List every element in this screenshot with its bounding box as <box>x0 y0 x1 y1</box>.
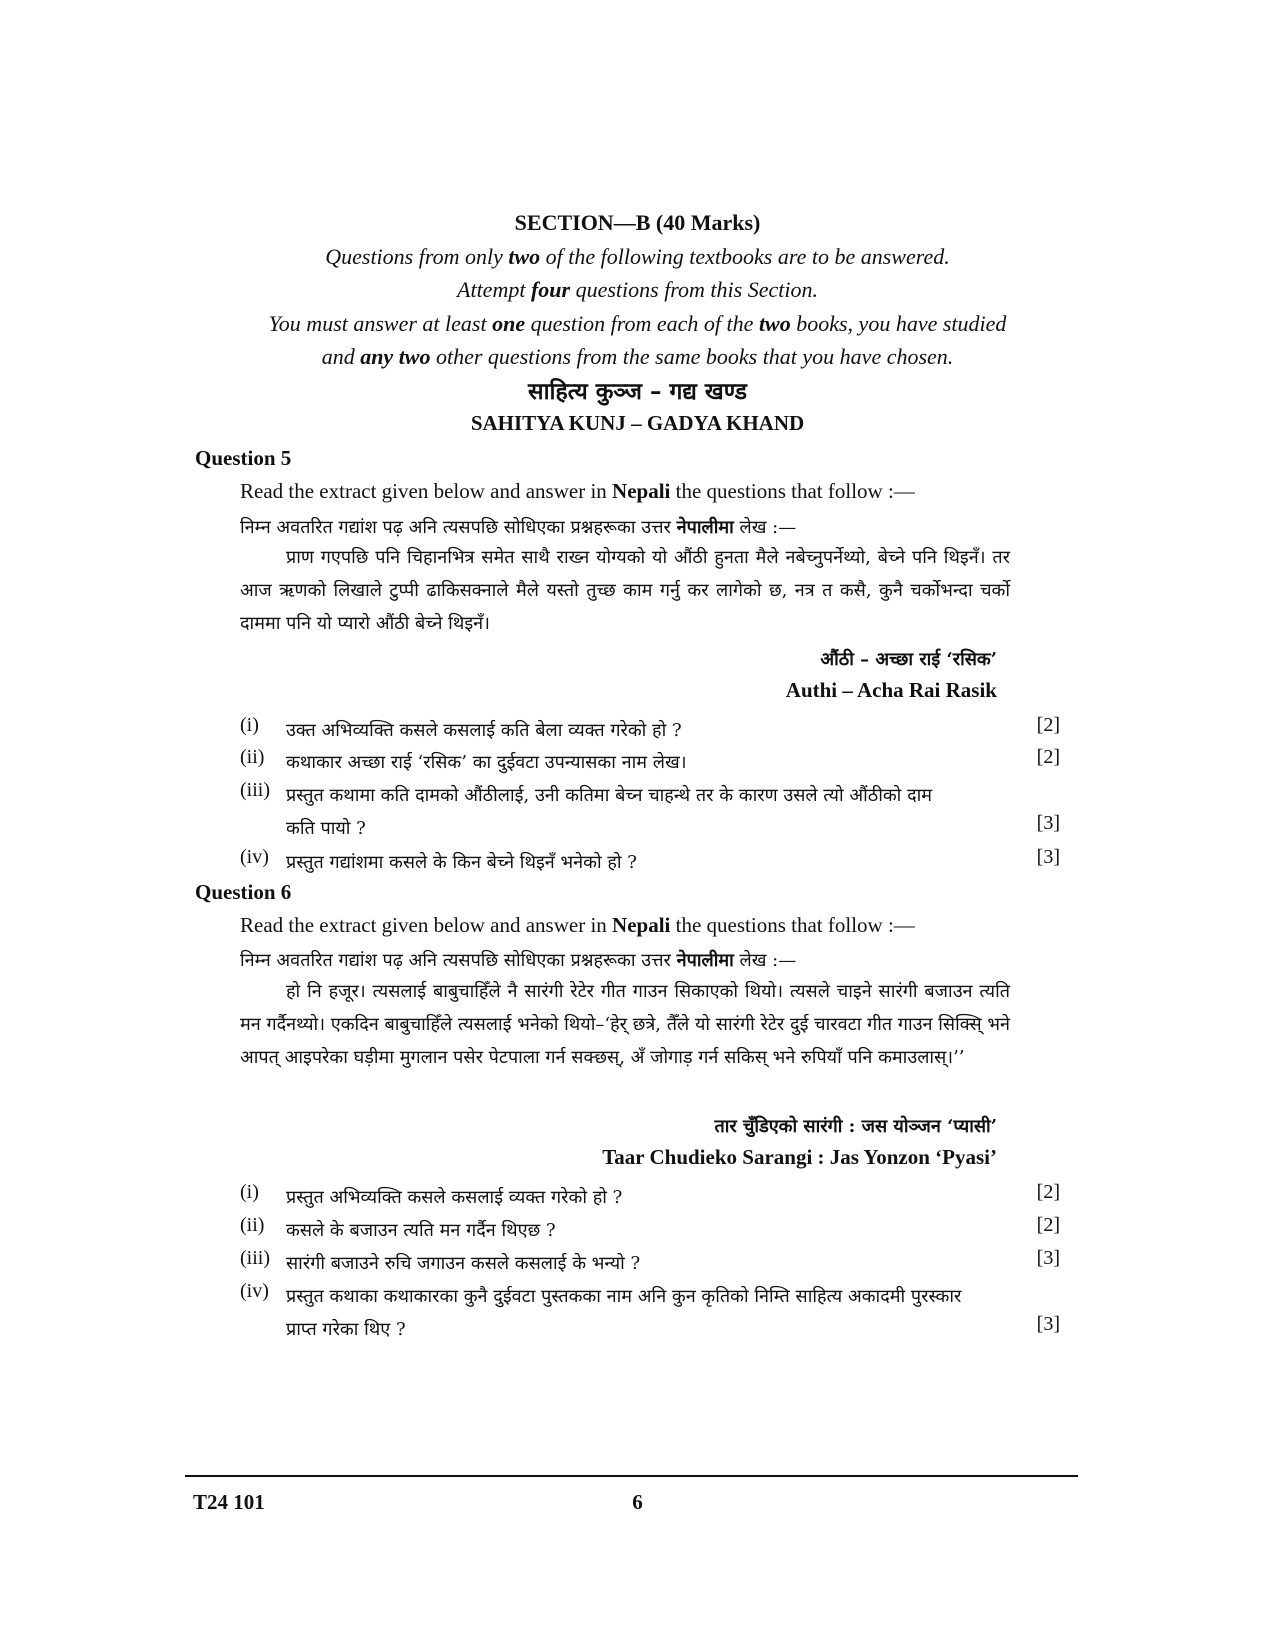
book-title-english: SAHITYA KUNJ – GADYA KHAND <box>470 411 805 435</box>
instruction-line: You must answer at least one question from each of the two books, you have studied <box>268 311 1007 336</box>
subquestion-marks: [3] <box>1036 812 1060 834</box>
extract-attribution-np: तार चुँडिएको सारंगी : जस योञ्जन ‘प्यासी’ <box>714 1116 997 1137</box>
extract-paragraph: हो नि हजूर। त्यसलाई बाबुचाहिँले नै सारंगी रेटेर गीत गाउन सिकाएको थियो। त्यसले चाइने सारंगी बजाउन त्यति मन गर्दैनथ्यो। एकदिन बाबुचाहिँले त्यसलाई भनेको थियो–‘हेर् छत्रे, तैँले यो सारंगी रेटेर दुई चारवटा गीत गाउन सिक्सि् भने आपत् आइपरेका घड़ीमा मुगलान पसेर पेटपाला गर्न सक्छस्, अँ जोगाड़ गर्न सकिस् भने रुपियाँ पनि कमाउलास्।’’ <box>240 981 1010 1068</box>
extract-attribution-en: Taar Chudieko Sarangi : Jas Yonzon ‘Pyasi’ <box>602 1145 997 1169</box>
subquestion-marks: [2] <box>1036 1214 1060 1236</box>
book-title-nepali: साहित्य कुञ्ज – गद्य खण्ड <box>528 378 747 405</box>
subquestion-number: (i) <box>240 1181 259 1203</box>
extract-attribution-en: Authi – Acha Rai Rasik <box>785 678 997 702</box>
instruction-line: and any two other questions from the same books that you have chosen. <box>321 344 954 369</box>
page-number: 6 <box>632 1490 643 1514</box>
subquestion-text: प्रस्तुत गद्यांशमा कसले के किन बेच्ने थिइनँ भनेको हो ? <box>286 852 637 873</box>
question-instruction-np: निम्न अवतरित गद्यांश पढ़ अनि त्यसपछि सोधिएका प्रश्नहरूका उत्तर नेपालीमा लेख :— <box>240 950 797 971</box>
subquestion-text: सारंगी बजाउने रुचि जगाउन कसले कसलाई के भन्यो ? <box>286 1253 641 1274</box>
subquestion-marks: [2] <box>1036 1181 1060 1203</box>
instruction-line: Attempt four questions from this Section. <box>457 277 818 302</box>
subquestion-marks: [3] <box>1036 1313 1060 1335</box>
instruction-line: Questions from only two of the following textbooks are to be answered. <box>325 244 950 269</box>
question-instruction-en: Read the extract given below and answer in Nepali the questions that follow :— <box>240 479 915 503</box>
question-instruction-np: निम्न अवतरित गद्यांश पढ़ अनि त्यसपछि सोधिएका प्रश्नहरूका उत्तर नेपालीमा लेख :— <box>240 517 797 538</box>
subquestion-text: उक्त अभिव्यक्ति कसले कसलाई कति बेला व्यक्त गरेको हो ? <box>286 720 682 741</box>
subquestion-text: प्रस्तुत कथामा कति दामको औंठीलाई, उनी कतिमा बेच्न चाहन्थे तर के कारण उसले त्यो औंठीको दाम कति पायो ? <box>286 785 933 839</box>
subquestion-number: (iii) <box>240 1247 270 1269</box>
paper-code: T24 101 <box>193 1490 265 1514</box>
subquestion-marks: [2] <box>1036 746 1060 768</box>
extract-attribution-np: औंठी – अच्छा राई ‘रसिक’ <box>820 649 997 670</box>
subquestion-number: (ii) <box>240 1214 265 1236</box>
subquestion-number: (iv) <box>240 1280 269 1302</box>
subquestion-marks: [2] <box>1036 714 1060 736</box>
section-heading: SECTION—B (40 Marks) <box>514 210 761 235</box>
subquestion-number: (i) <box>240 714 259 736</box>
subquestion-text: प्रस्तुत अभिव्यक्ति कसले कसलाई व्यक्त गरेको हो ? <box>286 1187 623 1208</box>
subquestion-marks: [3] <box>1036 1247 1060 1269</box>
subquestion-number: (iii) <box>240 779 270 801</box>
subquestion-number: (ii) <box>240 746 265 768</box>
question-instruction-en: Read the extract given below and answer in Nepali the questions that follow :— <box>240 913 915 937</box>
subquestion-marks: [3] <box>1036 846 1060 868</box>
subquestion-text: प्रस्तुत कथाका कथाकारका कुनै दुईवटा पुस्तकका नाम अनि कुन कृतिको निम्ति साहित्य अकादमी पुरस्कार प्राप्त गरेका थिए ? <box>286 1286 962 1340</box>
extract-paragraph: प्राण गएपछि पनि चिहानभित्र समेत साथै राख्न योग्यको यो औंठी हुनता मैले नबेच्नुपर्नेथ्यो, बेच्ने पनि थिइनँ। तर आज ऋणको लिखाले टुप्पी ढाकिसक्नाले मैले यस्तो तुच्छ काम गर्नु कर लागेको छ, नत्र त कसै, कुनै चर्कोभन्दा चर्को दाममा पनि यो प्यारो औंठी बेच्ने थिइनँ। <box>240 547 1010 634</box>
question-title: Question 5 <box>195 446 292 470</box>
subquestion-number: (iv) <box>240 846 269 868</box>
footer-divider <box>185 1475 1078 1477</box>
subquestion-text: कथाकार अच्छा राई ‘रसिक’ का दुईवटा उपन्यासका नाम लेख। <box>286 752 687 773</box>
subquestion-text: कसले के बजाउन त्यति मन गर्दैन थिएछ ? <box>286 1220 556 1241</box>
question-title: Question 6 <box>195 880 292 904</box>
